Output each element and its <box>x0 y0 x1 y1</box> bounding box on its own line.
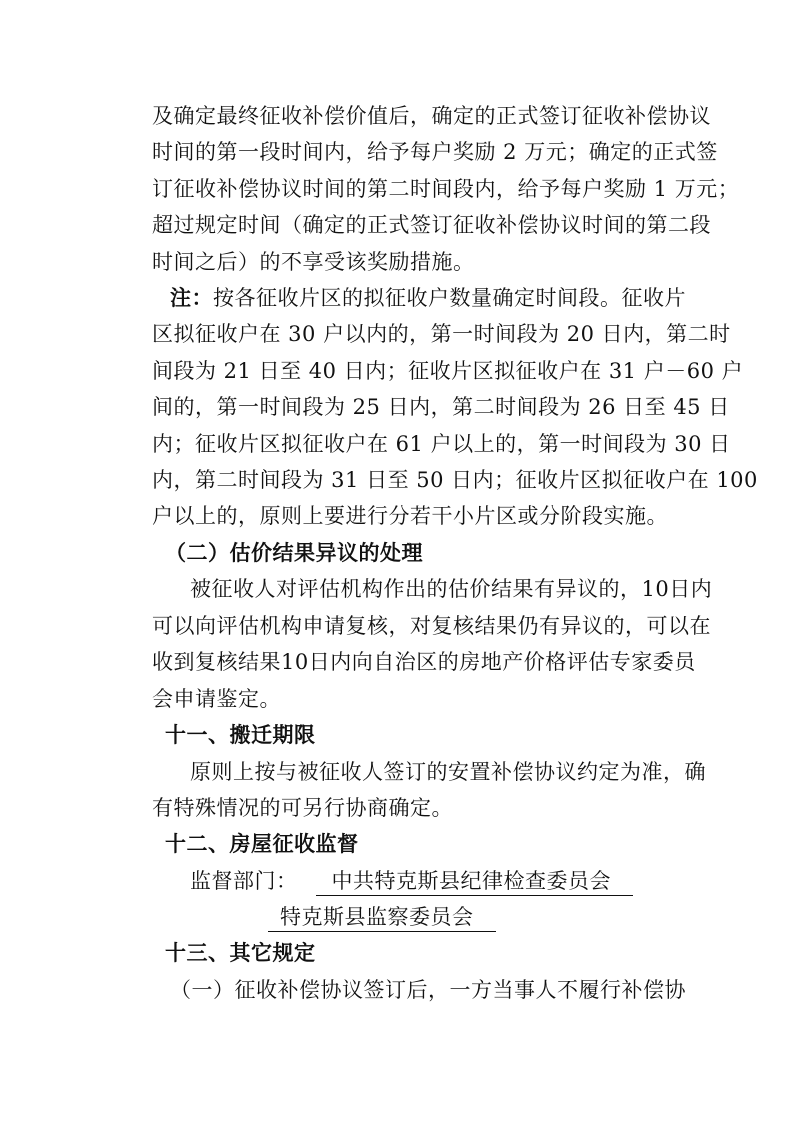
section-11-heading: 十一、搬迁期限 <box>165 723 316 747</box>
section-13-heading: 十三、其它规定 <box>165 941 316 965</box>
note-line-1 <box>170 280 686 316</box>
supervision-dept-2: 特克斯县监察委员会 <box>268 905 496 932</box>
reward-line-2: 时间的第一段时间内，给予每户奖励 2 万元；确定的正式签 <box>152 140 718 164</box>
reward-line-5: 时间之后）的不享受该奖励措施。 <box>152 250 475 274</box>
note-first-line-text: 按各征收片区的拟征收户数量确定时间段。征收片 <box>213 286 686 310</box>
note-label: 注： <box>170 286 213 310</box>
objection-line-4: 会申请鉴定。 <box>152 687 281 711</box>
objection-line-1: 被征收人对评估机构作出的估价结果有异议的，10日内 <box>190 577 713 601</box>
reward-line-3: 订征收补偿协议时间的第二时间段内，给予每户奖励 1 万元； <box>152 177 740 201</box>
supervision-dept-row-2 <box>268 899 496 935</box>
supervision-dept-row <box>190 863 633 899</box>
note-line-3: 间段为 21 日至 40 日内；征收片区拟征收户在 31 户－60 户 <box>152 359 744 383</box>
section-12-heading: 十二、房屋征收监督 <box>165 832 359 856</box>
supervision-dept-1: 中共特克斯县纪律检查委员会 <box>316 869 634 896</box>
section-13-line-1: （一）征收补偿协议签订后，一方当事人不履行补偿协 <box>170 978 686 1002</box>
section-11-line-2: 有特殊情况的可另行协商确定。 <box>152 796 453 820</box>
note-line-2: 区拟征收户在 30 户以内的，第一时间段为 20 日内，第二时 <box>152 322 731 346</box>
section-objection-heading: （二）估价结果异议的处理 <box>165 541 423 565</box>
note-line-7: 户以上的，原则上要进行分若干小片区或分阶段实施。 <box>152 504 668 528</box>
note-line-4: 间的，第一时间段为 25 日内，第二时间段为 26 日至 45 日 <box>152 395 730 419</box>
supervision-dept-label: 监督部门： <box>190 869 298 893</box>
reward-line-4: 超过规定时间（确定的正式签订征收补偿协议时间的第二段 <box>152 213 711 237</box>
section-11-line-1: 原则上按与被征收人签订的安置补偿协议约定为准，确 <box>190 760 706 784</box>
note-line-6: 内，第二时间段为 31 日至 50 日内；征收片区拟征收户在 100 <box>152 468 758 492</box>
note-line-5: 内；征收片区拟征收户在 61 户以上的，第一时间段为 30 日 <box>152 432 731 456</box>
reward-line-1: 及确定最终征收补偿价值后，确定的正式签订征收补偿协议 <box>152 104 711 128</box>
objection-line-3: 收到复核结果10日内向自治区的房地产价格评估专家委员 <box>152 650 696 674</box>
objection-line-2: 可以向评估机构申请复核，对复核结果仍有异议的，可以在 <box>152 614 711 638</box>
